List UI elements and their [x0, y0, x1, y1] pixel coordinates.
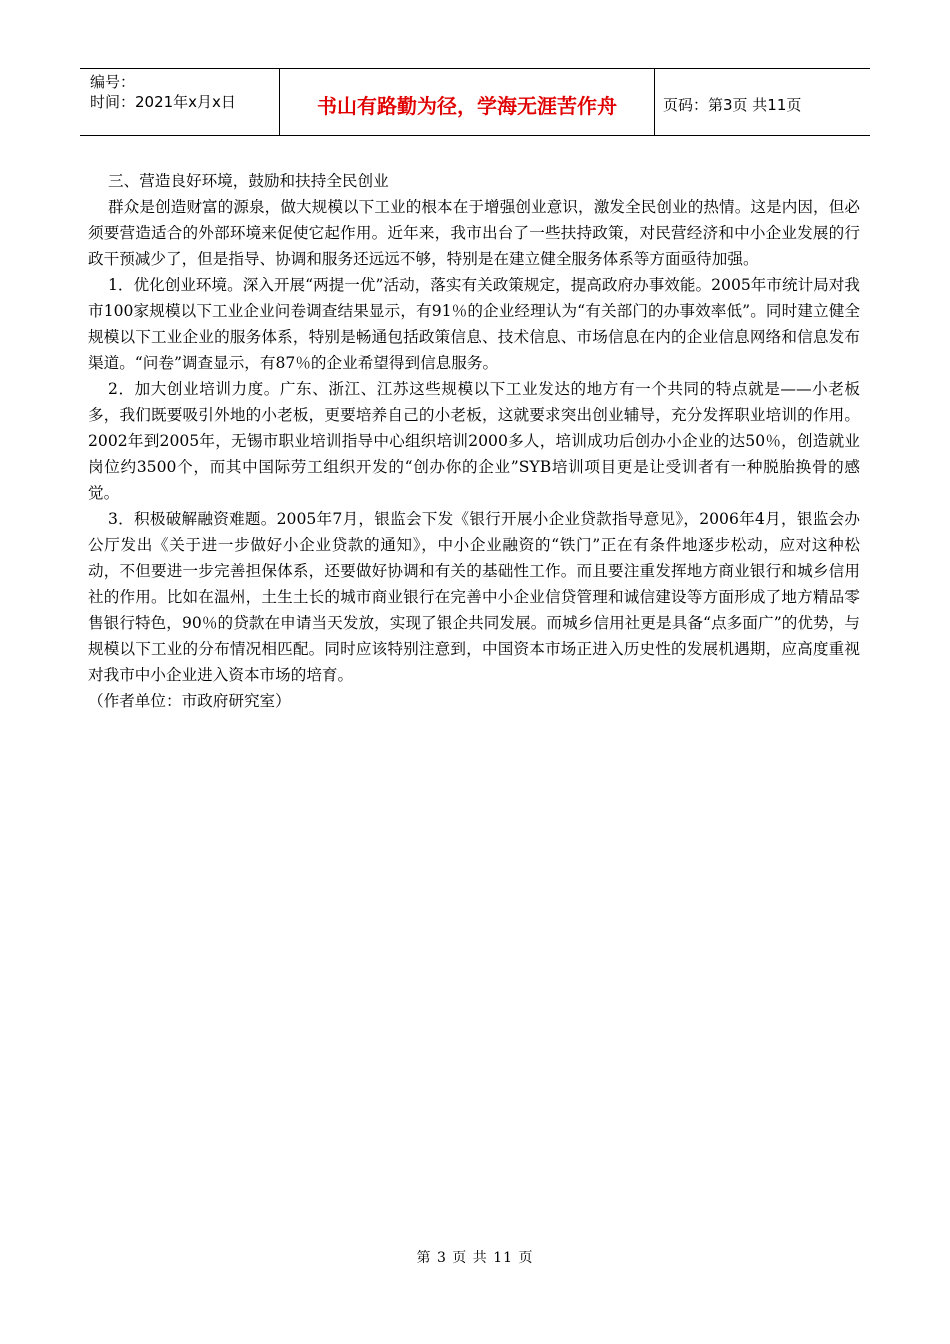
paragraph-item-2: 2．加大创业培训力度。广东、浙江、江苏这些规模以下工业发达的地方有一个共同的特点就是——小老板多，我们既要吸引外地的小老板，更要培养自己的小老板，这就要求突出创业辅导，充分发挥职业培训的作用。2002年到2005年，无锡市职业培训指导中心组织培训2000多人，培训成功后创办小企业的达50％，创造就业岗位约3500个，而其中国际劳工组织开发的“创办你的企业”SYB培训项目更是让受训者有一种脱胎换骨的感觉。 — [88, 380, 860, 502]
document-number-label: 编号： — [90, 73, 136, 91]
document-body — [88, 168, 860, 714]
page-footer: 第 3 页 共 11 页 — [416, 1250, 534, 1266]
header-page-code: 页码：第3页 共11页 — [663, 95, 802, 114]
header-meta — [80, 69, 280, 135]
paragraph-item-1: 1．优化创业环境。深入开展“两提一优”活动，落实有关政策规定，提高政府办事效能。2005年市统计局对我市100家规模以下工业企业问卷调查结果显示，有91％的企业经理认为“有关部门的办事效率低”。同时建立健全规模以下工业企业的服务体系，特别是畅通包括政策信息、技术信息、市场信息在内的企业信息网络和信息发布渠道。“问卷”调查显示，有87％的企业希望得到信息服务。 — [88, 276, 860, 372]
paragraph-item-3: 3．积极破解融资难题。2005年7月，银监会下发《银行开展小企业贷款指导意见》，2006年4月，银监会办公厅发出《关于进一步做好小企业贷款的通知》，中小企业融资的“铁门”正在有条件地逐步松动，应对这种松动，不但要进一步完善担保体系，还要做好协调和有关的基础性工作。而且要注重发挥地方商业银行和城乡信用社的作用。比如在温州，土生土长的城市商业银行在完善中小企业信贷管理和诚信建设等方面形成了地方精品零售银行特色，90％的贷款在申请当天发放，实现了银企共同发展。而城乡信用社更是具备“点多面广”的优势，与规模以下工业的分布情况相匹配。同时应该特别注意到，中国资本市场正进入历史性的发展机遇期，应高度重视对我市中小企业进入资本市场的培育。 — [88, 510, 860, 684]
section-title: 三、营造良好环境，鼓励和扶持全民创业 — [108, 172, 389, 190]
document-time-label: 时间：2021年x月x日 — [90, 93, 236, 111]
header-motto: 书山有路勤为径，学海无涯苦作舟 — [280, 69, 655, 135]
paragraph-intro: 群众是创造财富的源泉，做大规模以下工业的根本在于增强创业意识，激发全民创业的热情。这是内因，但必须要营造适合的外部环境来促使它起作用。近年来，我市出台了一些扶持政策，对民营经济和中小企业发展的行政干预减少了，但是指导、协调和服务还远远不够，特别是在建立健全服务体系等方面亟待加强。 — [88, 198, 860, 268]
page-header — [80, 68, 870, 136]
author-note: （作者单位：市政府研究室） — [88, 692, 291, 710]
